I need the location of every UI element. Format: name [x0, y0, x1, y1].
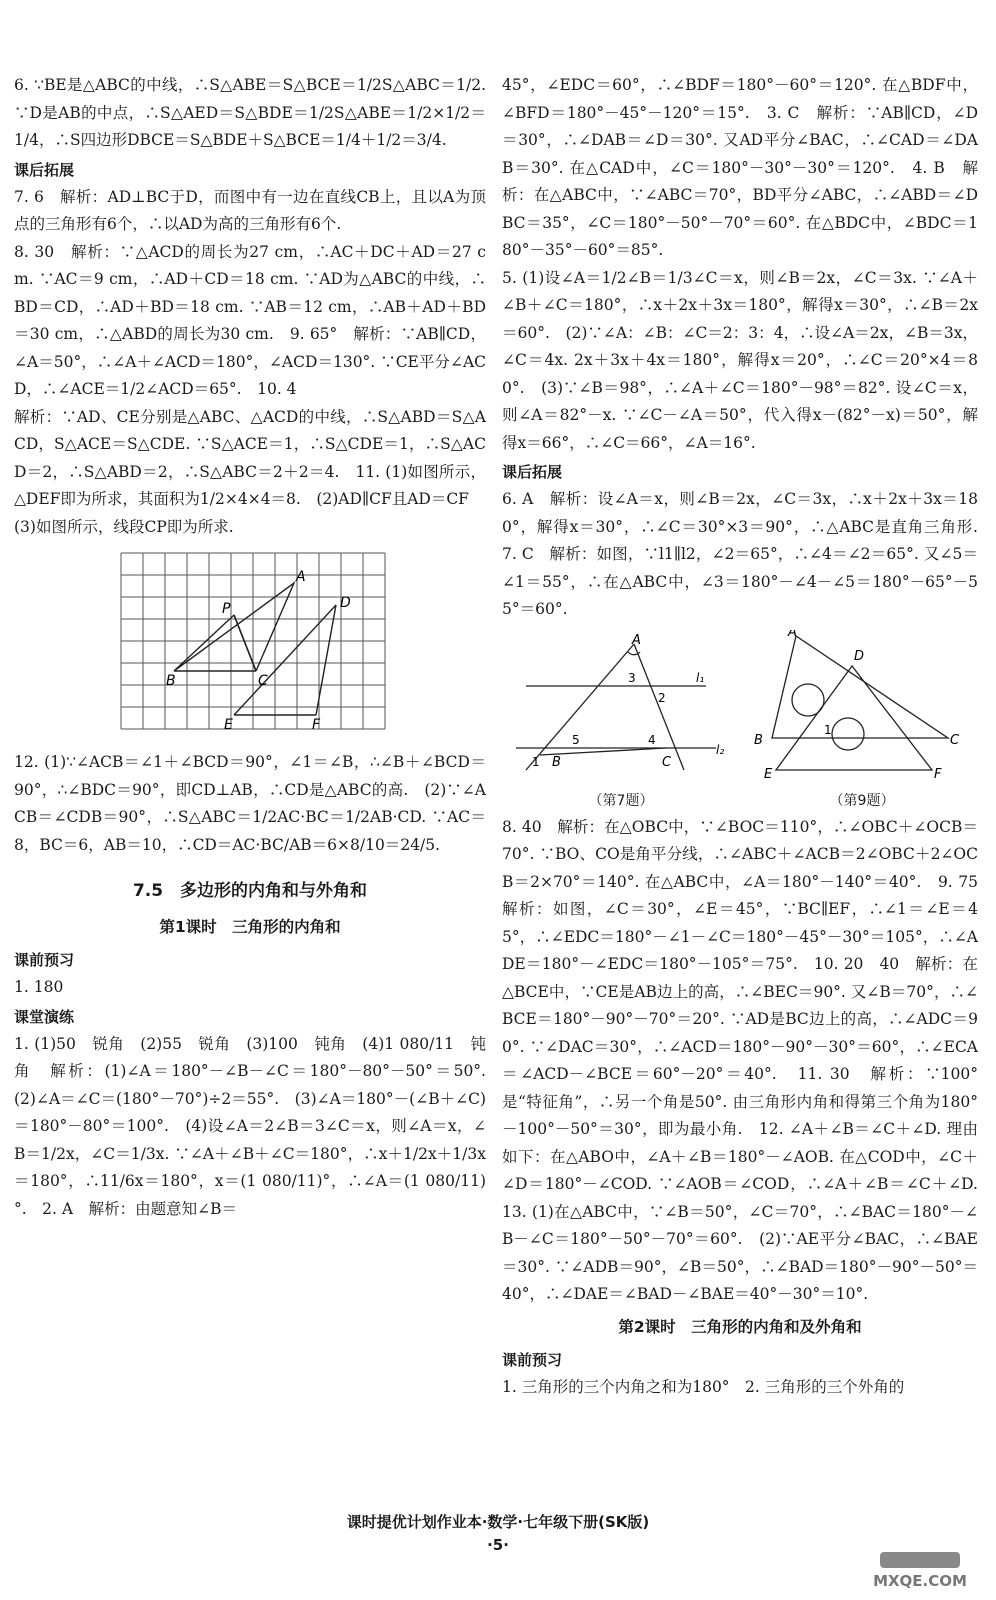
figure-9	[752, 630, 972, 810]
svg-text:l₂: l₂	[716, 742, 725, 757]
svg-text:4: 4	[648, 732, 656, 747]
figure-9-diagram	[752, 630, 972, 785]
svg-text:A: A	[632, 632, 641, 648]
svg-text:5: 5	[572, 732, 580, 747]
figure-9-caption: （第9题）	[829, 792, 895, 809]
label-P: P	[222, 601, 231, 617]
watermark-logo-icon	[860, 1548, 980, 1594]
answer-6-7: 6. A 解析：设∠A＝x，则∠B＝2x，∠C＝3x，∴x＋2x＋3x＝180°，解得x＝30°，∴∠C＝30°×3＝90°，∴△ABC是直角三角形. 7. C 解析：如图，∵l1∥l2，∠2＝65°，∴∠4＝∠2＝65°. 又∠5＝∠1＝55°，∴在△ABC中，∠3＝180°－∠4－∠5＝180°－65°－55°＝60°.	[502, 490, 994, 618]
watermark-text: MXQE.COM	[873, 1572, 967, 1590]
svg-text:B: B	[552, 754, 561, 770]
grid-diagram	[120, 551, 386, 741]
svg-text:B: B	[754, 732, 763, 748]
svg-text:l₁: l₁	[696, 670, 705, 685]
answer-11-3: (3)如图所示，线段CP即为所求.	[14, 517, 234, 536]
preview-answer-2: 1. 三角形的三个内角之和为180° 2. 三角形的三个外角的	[502, 1377, 905, 1396]
answer-5: 5. (1)设∠A＝1/2∠B＝1/3∠C＝x，则∠B＝2x，∠C＝3x. ∵∠A＋∠B＋∠C＝180°，∴x＋2x＋3x＝180°，解得x＝30°，∴∠B＝2x＝60°. (2)∵∠A：∠B：∠C＝2：3：4，∴设∠A＝2x，∠B＝3x，∠C＝4x. 2x＋3x＋4x＝180°，解得x＝20°，∴∠C＝20°×4＝80°. (3)∵∠B＝98°，∴∠A＋∠C＝180°－98°＝82°. 设∠C＝x，则∠A＝82°－x. ∵∠C－∠A＝50°，代入得x－(82°－x)＝50°，解得x＝66°，∴∠C＝66°，∠A＝16°.	[502, 268, 978, 452]
svg-text:A: A	[788, 629, 797, 640]
svg-text:2: 2	[658, 690, 666, 705]
right-column	[502, 72, 994, 1401]
answer-10-11: 解析：∵AD、CE分别是△ABC、△ACD的中线，∴S△ABD＝S△ACD，S△ACE＝S△CDE. ∵S△ACE＝1，∴S△CDE＝1，∴S△ACD＝2，∴S△ABD＝2，∴S△ABC＝2＋2＝4. 11. (1)如图所示，△DEF即为所求，其面积为1/2×4×4＝8. (2)AD∥CF且AD＝CF	[14, 407, 486, 508]
lesson-heading-2: 第2课时 三角形的内角和及外角和	[618, 1317, 862, 1336]
figure-7-diagram	[516, 630, 726, 785]
svg-text:C: C	[662, 754, 672, 770]
label-B: B	[166, 673, 176, 689]
figure-7	[516, 630, 726, 810]
svg-text:E: E	[764, 766, 773, 782]
section-heading-extension: 课后拓展	[14, 160, 75, 179]
svg-text:3: 3	[628, 670, 636, 685]
svg-text:F: F	[934, 766, 942, 782]
figure-7-caption: （第7题）	[588, 792, 654, 809]
answer-7: 7. 6 解析：AD⊥BC于D，而图中有一边在直线CB上，且以A为顶点的三角形有6个，∴以AD为高的三角形有6个.	[14, 187, 486, 233]
answer-8-10: 8. 30 解析：∵△ACD的周长为27 cm，∴AC＋DC＋AD＝27 cm. ∵AC＝9 cm，∴AD＋CD＝18 cm. ∵AD为△ABC的中线，∴BD＝CD，∴AD＋BD＝18 cm. ∵AB＝12 cm，∴AB＋AD＋BD＝30 cm，∴△ABD的周长为30 cm. 9. 65° 解析：∵AB∥CD，∠A＝50°，∴∠A＋∠ACD＝180°，∠ACD＝130°. ∵CE平分∠ACD，∴∠ACE＝1/2∠ACD＝65°. 10. 4	[14, 242, 486, 398]
answer-12: 12. (1)∵∠ACB＝∠1＋∠BCD＝90°，∠1＝∠B，∴∠B＋∠BCD＝90°，∴∠BDC＝90°，即CD⊥AB，∴CD是△ABC的高. (2)∵∠ACB＝∠CDB＝90°，∴S△ABC＝1/2AC·BC＝1/2AB·CD. ∵AC＝8，BC＝6，AB＝10，∴CD＝AC·BC/AB＝6×8/10＝24/5.	[14, 753, 486, 854]
figure-row	[502, 630, 978, 810]
answer-2-4: 45°，∠EDC＝60°，∴∠BDF＝180°－60°＝120°. 在△BDF中，∠BFD＝180°－45°－120°＝15°. 3. C 解析：∵AB∥CD，∠D＝30°，∴∠DAB＝∠D＝30°. 又AD平分∠BAC，∴∠CAD＝∠DAB＝30°. 在△CAD中，∠C＝180°－30°－30°＝120°. 4. B 解析：在△ABC中，∵∠ABC＝70°，BD平分∠ABC，∴∠ABD＝∠DBC＝35°，∠C＝180°－50°－70°＝60°. 在△BDC中，∠BDC＝180°－35°－60°＝85°.	[502, 76, 978, 259]
practice-answer-1-2: 1. (1)50 锐角 (2)55 锐角 (3)100 钝角 (4)1 080/11 钝角 解析：(1)∠A＝180°－∠B－∠C＝180°－80°－50°＝50°. (2)∠A＝∠C＝(180°－70°)÷2＝55°. (3)∠A＝180°－(∠B＋∠C)＝180°－80°＝100°. (4)设∠A＝2∠B＝3∠C＝x，则∠A＝x，∠B＝1/2x，∠C＝1/3x. ∵∠A＋∠B＋∠C＝180°，∴x＋1/2x＋1/3x＝180°，∴11/6x＝180°，x＝(1 080/11)°，∴∠A＝(1 080/11)°. 2. A 解析：由题意知∠B＝	[14, 1034, 502, 1218]
section-heading-preview: 课前预习	[14, 951, 75, 969]
page-number: ·5·	[487, 1536, 509, 1554]
label-C: C	[258, 673, 268, 689]
svg-text:C: C	[950, 732, 960, 748]
svg-text:1: 1	[824, 722, 832, 737]
label-A: A	[296, 569, 306, 585]
preview-answer-1: 1. 180	[14, 978, 64, 996]
section-heading-extension-2: 课后拓展	[502, 463, 563, 481]
left-column	[14, 72, 502, 1223]
label-F: F	[312, 717, 321, 733]
grid-figure	[120, 551, 386, 741]
label-D: D	[340, 595, 351, 611]
label-E: E	[224, 717, 233, 733]
lesson-heading-1: 第1课时 三角形的内角和	[159, 918, 341, 936]
chapter-heading: 7.5 多边形的内角和与外角和	[132, 881, 368, 901]
footer-title: 课时提优计划作业本·数学·七年级下册(SK版)	[346, 1513, 650, 1531]
section-heading-preview-2: 课前预习	[502, 1350, 563, 1369]
svg-text:1: 1	[532, 754, 540, 769]
answer-8-13: 8. 40 解析：在△OBC中，∵∠BOC＝110°，∴∠OBC＋∠OCB＝70°. ∵BO、CO是角平分线，∴∠ABC＋∠ACB＝2∠OBC＋2∠OCB＝2×70°＝140°. 在△ABC中，∠A＝180°－140°＝40°. 9. 75 解析：如图，∠C＝30°，∠E＝45°，∵BC∥EF，∴∠1＝∠E＝45°，∴∠EDC＝180°－∠1－∠C＝180°－45°－30°＝105°，∴∠ADE＝180°－∠EDC＝180°－105°＝75°. 10. 20 40 解析：在△BCE中，∵CE是AB边上的高，∴∠BEC＝90°. 又∠B＝70°，∴∠BCE＝180°－90°－70°＝20°. ∵AD是BC边上的高，∴∠ADC＝90°. ∵∠DAC＝30°，∴∠ACD＝180°－90°－30°＝60°，∴∠ECA＝∠ACD－∠BCE＝60°－20°＝40°. 11. 30 解析：∵100°是“特征角”，∴另一个角是50°. 由三角形内角和得第三个角为180°－100°－50°＝30°，即为最小角. 12. ∠A＋∠B＝∠C＋∠D. 理由如下：在△ABO中，∠A＋∠B＝180°－∠AOB. 在△COD中，∠C＋∠D＝180°－∠COD. ∵∠AOB＝∠COD，∴∠A＋∠B＝∠C＋∠D. 13. (1)在△ABC中，∵∠B＝50°，∠C＝70°，∴∠BAC＝180°－∠B－∠C＝180°－50°－70°＝60°. (2)∵AE平分∠BAC，∴∠BAE＝30°. ∵∠ADB＝90°，∠B＝50°，∴∠BAD＝180°－90°－50°＝40°，∴∠DAE＝∠BAD－∠BAE＝40°－30°＝10°.	[502, 817, 994, 1303]
answer-6: 6. ∵BE是△ABC的中线，∴S△ABE＝S△BCE＝1/2S△ABC＝1/2. ∵D是AB的中点，∴S△AED＝S△BDE＝1/2S△ABE＝1/2×1/2＝1/4，∴S四边形DBCE＝S△BDE＋S△BCE＝1/4＋1/2＝3/4.	[14, 76, 486, 149]
section-heading-practice: 课堂演练	[14, 1007, 75, 1026]
svg-text:D: D	[854, 648, 865, 664]
